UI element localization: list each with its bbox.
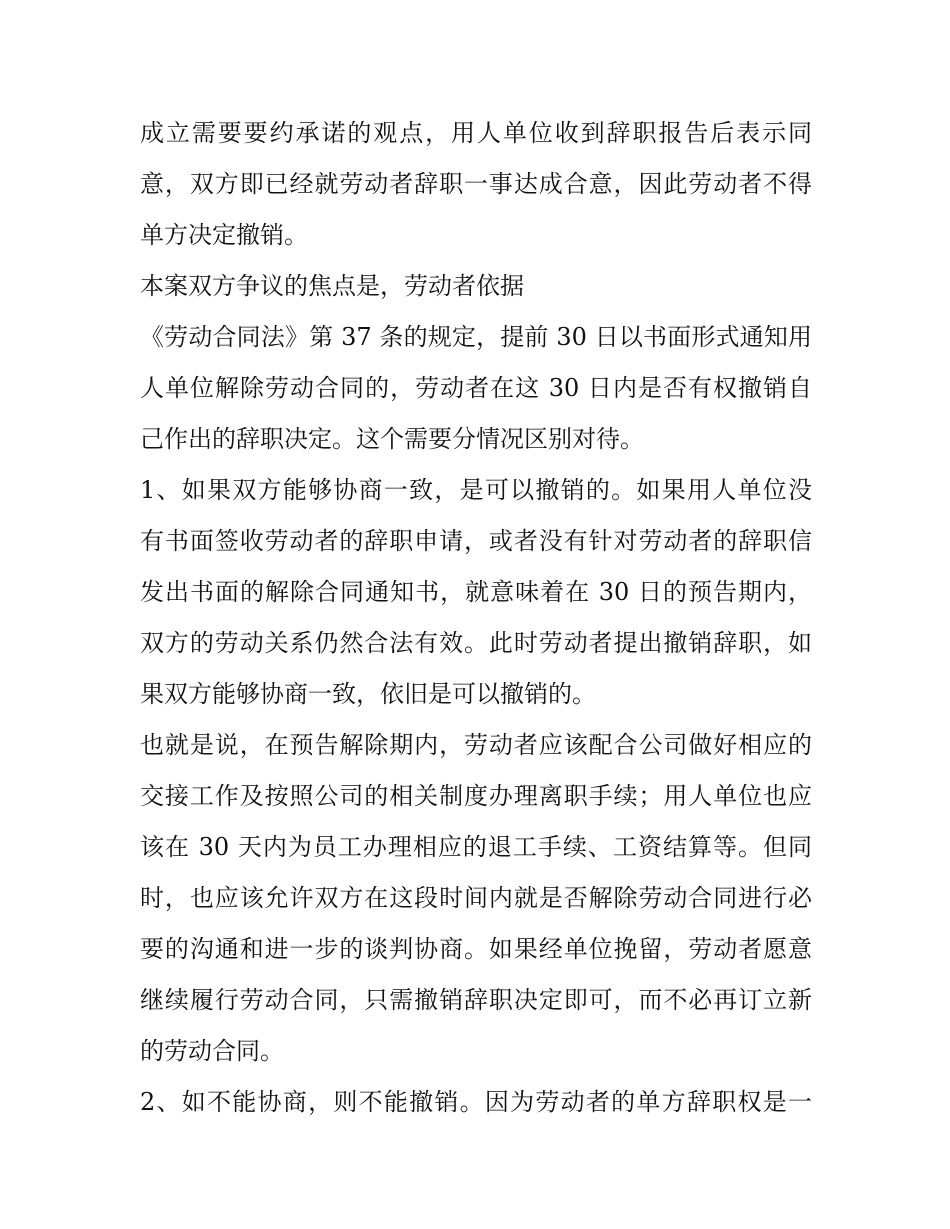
text-line: 有书面签收劳动者的辞职申请，或者没有针对劳动者的辞职信 <box>140 527 812 555</box>
text-line: 单方决定撤销。 <box>140 221 308 249</box>
text-line: 要的沟通和进一步的谈判协商。如果经单位挽留，劳动者愿意 <box>140 935 812 963</box>
text-line: 继续履行劳动合同，只需撤销辞职决定即可，而不必再订立新 <box>140 986 812 1014</box>
text-line: 《劳动合同法》第 37 条的规定，提前 30 日以书面形式通知用 <box>140 323 812 351</box>
text-line: 发出书面的解除合同通知书，就意味着在 30 日的预告期内， <box>140 578 812 606</box>
text-line: 1、如果双方能够协商一致，是可以撤销的。如果用人单位没 <box>140 476 812 504</box>
text-line: 2、如不能协商，则不能撤销。因为劳动者的单方辞职权是一 <box>140 1088 812 1116</box>
text-line: 意，双方即已经就劳动者辞职一事达成合意，因此劳动者不得 <box>140 170 812 198</box>
text-line: 的劳动合同。 <box>140 1037 284 1065</box>
text-line: 本案双方争议的焦点是，劳动者依据 <box>140 272 524 300</box>
text-line: 交接工作及按照公司的相关制度办理离职手续；用人单位也应 <box>140 782 812 810</box>
text-line: 双方的劳动关系仍然合法有效。此时劳动者提出撤销辞职，如 <box>140 629 812 657</box>
text-line: 己作出的辞职决定。这个需要分情况区别对待。 <box>140 425 644 453</box>
text-line: 也就是说，在预告解除期内，劳动者应该配合公司做好相应的 <box>140 731 812 759</box>
text-line: 成立需要要约承诺的观点，用人单位收到辞职报告后表示同 <box>140 119 812 147</box>
text-line: 果双方能够协商一致，依旧是可以撤销的。 <box>140 680 596 708</box>
text-line: 时，也应该允许双方在这段时间内就是否解除劳动合同进行必 <box>140 884 812 912</box>
body-text <box>140 108 812 1128</box>
text-line: 人单位解除劳动合同的，劳动者在这 30 日内是否有权撤销自 <box>140 374 812 402</box>
text-line: 该在 30 天内为员工办理相应的退工手续、工资结算等。但同 <box>140 833 812 861</box>
